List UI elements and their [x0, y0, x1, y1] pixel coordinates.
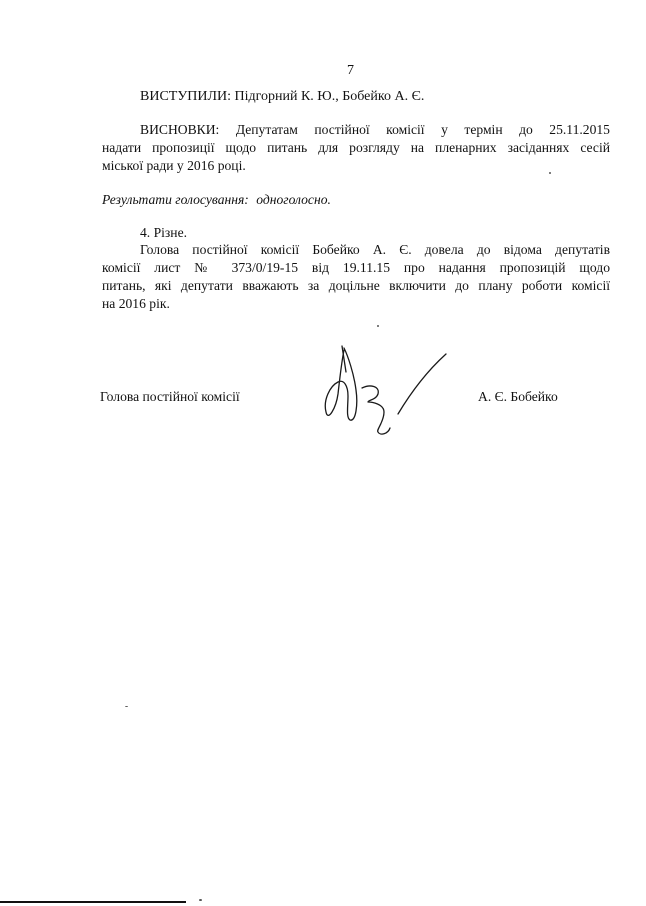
scan-speck — [549, 172, 551, 174]
page-number: 7 — [347, 63, 354, 78]
item-4-line-1: Голова постійної комісії Бобейко А. Є. довела до відома депутатів — [140, 242, 610, 257]
item-4-line-3: питань, які депутати вважають за доцільне включити до плану роботи комісії — [102, 278, 610, 293]
conclusions-line-1 — [140, 121, 610, 139]
signatory-position: Голова постійної комісії — [100, 389, 240, 404]
scan-speck — [377, 325, 379, 327]
item-4-heading: 4. Різне. — [140, 225, 188, 240]
vote-label: Результати голосування: — [102, 192, 249, 207]
signatory-name: А. Є. Бобейко — [478, 389, 558, 404]
handwritten-signature — [318, 342, 458, 442]
item-4-line-4: на 2016 рік. — [102, 296, 170, 311]
spoke-paragraph — [140, 88, 424, 105]
vote-result — [102, 191, 331, 208]
conclusions-text-start: Депутатам постійної комісії у термін до 25.11.2015 — [235, 122, 610, 137]
bottom-rule — [0, 901, 186, 903]
scan-speck — [125, 706, 128, 707]
vote-value: одноголосно. — [256, 192, 331, 207]
scan-speck — [199, 899, 202, 901]
conclusions-line-3: міської ради у 2016 році. — [102, 158, 246, 173]
item-4-line-2: комісії лист № 373/0/19-15 від 19.11.15 про надання пропозицій щодо — [102, 260, 610, 275]
conclusions-label: ВИСНОВКИ: — [140, 122, 220, 137]
spoke-names: Підгорний К. Ю., Бобейко А. Є. — [234, 89, 425, 104]
spoke-label: ВИСТУПИЛИ: — [140, 89, 231, 104]
conclusions-line-2: надати пропозиції щодо питань для розгляду на пленарних засіданнях сесій — [102, 140, 610, 155]
